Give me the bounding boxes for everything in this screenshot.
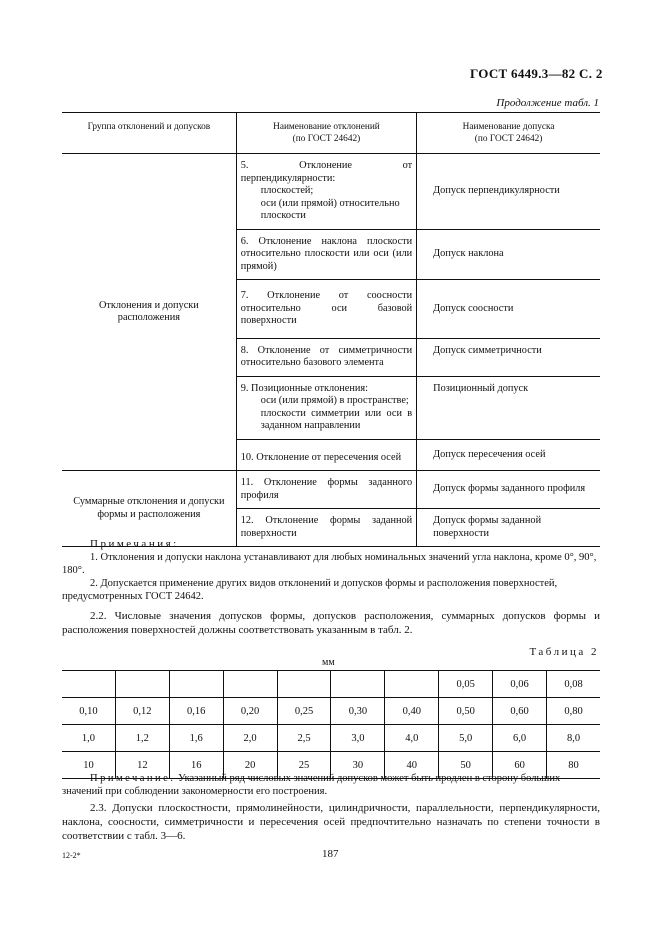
table-cell xyxy=(277,671,331,698)
table-cell: 50 xyxy=(439,752,493,779)
note-table-2 xyxy=(62,772,600,798)
table-cell: 80 xyxy=(547,752,600,779)
note-1: 1. Отклонения и допуски наклона устанавливают для любых номинальных значений угла наклона, кроме 0°, 90°, 180°. xyxy=(62,552,597,576)
tolerance-cell: Допуск соосности xyxy=(417,280,600,339)
note-label: Примечание. xyxy=(90,773,176,784)
deviation-cell: 8. Отклонение от симметричности относительно базового элемента xyxy=(236,338,416,376)
table-cell: 0,06 xyxy=(493,671,547,698)
table-cell: 4,0 xyxy=(385,725,439,752)
table-cell: 0,30 xyxy=(331,698,385,725)
table-cell: 0,10 xyxy=(62,698,115,725)
table-cell: 6,0 xyxy=(493,725,547,752)
table-cell: 5,0 xyxy=(439,725,493,752)
table-cell: 1,2 xyxy=(115,725,169,752)
table-cell: 2,0 xyxy=(223,725,277,752)
table-cell: 0,12 xyxy=(115,698,169,725)
deviation-cell: 5. Отклонение от перпендикулярности: плоскостей; оси (или прямой) относительно плоскости xyxy=(236,154,416,230)
table-cell: 0,20 xyxy=(223,698,277,725)
table-cell: 2,5 xyxy=(277,725,331,752)
tolerance-cell: Допуск формы заданной поверхности xyxy=(417,509,600,547)
header-deviation: Наименование отклонений (по ГОСТ 24642) xyxy=(236,113,416,154)
table-cell: 0,05 xyxy=(439,671,493,698)
table-cell: 0,40 xyxy=(385,698,439,725)
table-2 xyxy=(62,670,600,779)
table-cell: 10 xyxy=(62,752,115,779)
table-cell: 0,16 xyxy=(169,698,223,725)
table-cell xyxy=(169,671,223,698)
tolerance-cell: Допуск наклона xyxy=(417,229,600,280)
note-2: 2. Допускается применение других видов отклонений и допусков формы и расположения поверхностей, предусмотренных ГОСТ 24642. xyxy=(62,578,558,602)
table-cell: 20 xyxy=(223,752,277,779)
table-cell: 25 xyxy=(277,752,331,779)
table-1-header-row xyxy=(62,113,600,154)
table-row xyxy=(62,471,600,509)
table-1 xyxy=(62,112,600,547)
table-cell: 12 xyxy=(115,752,169,779)
deviation-cell: 11. Отклонение формы заданного профиля xyxy=(236,471,416,509)
table-2-unit: мм xyxy=(322,657,335,668)
table-cell: 0,60 xyxy=(493,698,547,725)
table-cell: 8,0 xyxy=(547,725,600,752)
tolerance-cell: Допуск пересечения осей xyxy=(417,439,600,471)
tolerance-cell: Допуск формы заданного профиля xyxy=(417,471,600,509)
table-cell: 60 xyxy=(493,752,547,779)
table-cell: 0,50 xyxy=(439,698,493,725)
notes-title: Примечания: xyxy=(90,538,179,550)
table-row xyxy=(62,671,600,698)
document-code: ГОСТ 6449.3—82 С. 2 xyxy=(470,66,603,81)
deviation-cell: 6. Отклонение наклона плоскости относительно плоскости или оси (или прямой) xyxy=(236,229,416,280)
group-location: Отклонения и допуски расположения xyxy=(62,154,236,471)
table-cell: 3,0 xyxy=(331,725,385,752)
table-row xyxy=(62,725,600,752)
deviation-cell: 12. Отклонение формы заданной поверхности xyxy=(236,509,416,547)
deviation-cell: 10. Отклонение от пересечения осей xyxy=(236,439,416,471)
page-number: 187 xyxy=(322,848,339,860)
table-row xyxy=(62,698,600,725)
table-cell: 0,80 xyxy=(547,698,600,725)
header-tolerance: Наименование допуска (по ГОСТ 24642) xyxy=(417,113,600,154)
tolerance-cell: Допуск симметричности xyxy=(417,338,600,376)
note-text: Указанный ряд числовых значений допусков может быть продлен в сторону больших значений при соблюдении закономерности его построения. xyxy=(62,773,561,797)
table-cell: 1,0 xyxy=(62,725,115,752)
group-total: Суммарные отклонения и допуски формы и расположения xyxy=(62,471,236,547)
table-cell: 1,6 xyxy=(169,725,223,752)
table-cell xyxy=(331,671,385,698)
table-cell xyxy=(385,671,439,698)
table-cell: 0,08 xyxy=(547,671,600,698)
table-2-title: Таблица 2 xyxy=(529,646,599,658)
table-cell: 40 xyxy=(385,752,439,779)
table-continuation-label: Продолжение табл. 1 xyxy=(496,97,599,109)
table-row xyxy=(62,154,600,230)
deviation-cell: 7. Отклонение от соосности относительно оси базовой поверхности xyxy=(236,280,416,339)
paragraph-2-2: 2.2. Числовые значения допусков формы, допусков расположения, суммарных допусков формы и расположения поверхностей должны соответствовать указанным в табл. 2. xyxy=(62,610,600,636)
paragraph-2-3: 2.3. Допуски плоскостности, прямолинейности, цилиндричности, параллельности, перпендикулярности, наклона, соосности, симметричности и пересечения осей предпочтительно назначать по степени точности в соответствии с табл. 3—6. xyxy=(62,802,600,842)
table-cell xyxy=(223,671,277,698)
footer-signature: 12-2* xyxy=(62,851,81,860)
deviation-cell: 9. Позиционные отклонения: оси (или прямой) в пространстве; плоскости симметрии или оси в заданном направлении xyxy=(236,376,416,439)
table-cell: 16 xyxy=(169,752,223,779)
tolerance-cell: Позиционный допуск xyxy=(417,376,600,439)
table-cell: 30 xyxy=(331,752,385,779)
table-cell xyxy=(115,671,169,698)
header-group: Группа отклонений и допусков xyxy=(62,113,236,154)
table-cell xyxy=(62,671,115,698)
tolerance-cell: Допуск перпендикулярности xyxy=(417,154,600,230)
table-cell: 0,25 xyxy=(277,698,331,725)
